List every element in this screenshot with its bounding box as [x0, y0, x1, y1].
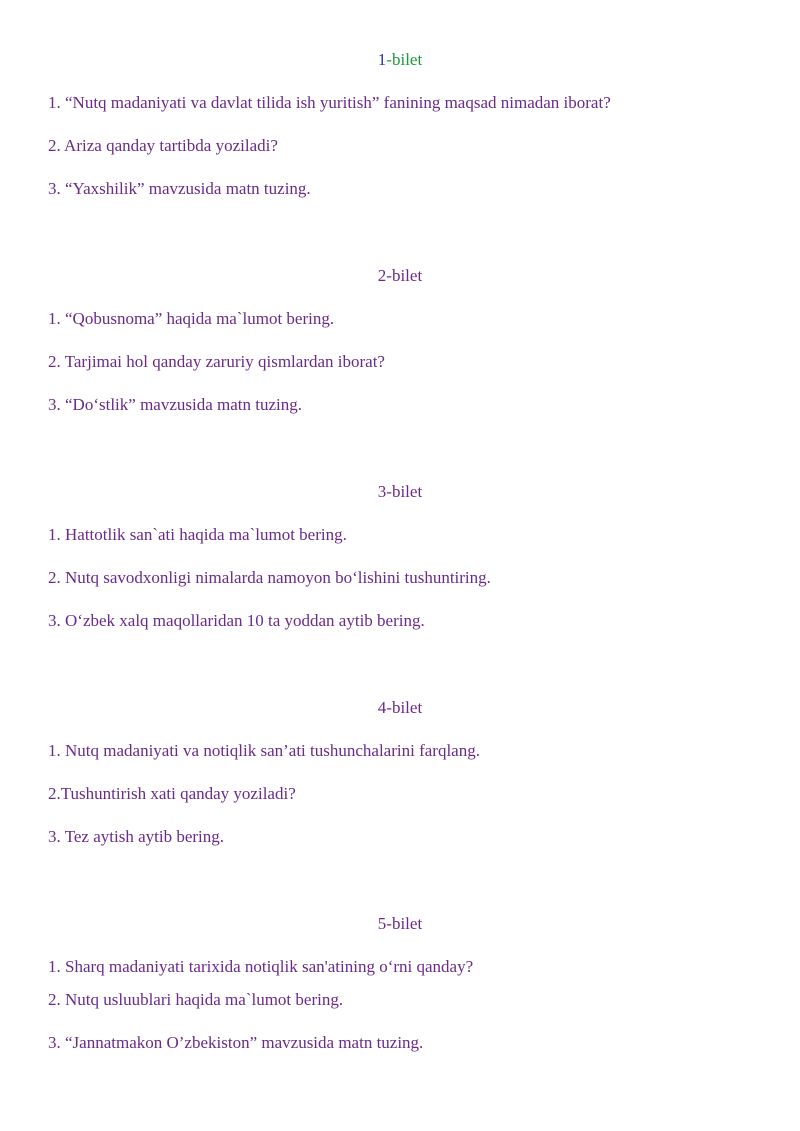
ticket-title: 5-bilet: [377, 914, 423, 933]
question-1: 1. Hattotlik san`ati haqida ma`lumot bering.: [48, 525, 347, 544]
question-2: 2. Ariza qanday tartibda yoziladi?: [48, 136, 278, 155]
ticket-dash: -: [386, 50, 392, 69]
question-3: 3. “Yaxshilik” mavzusida matn tuzing.: [48, 179, 311, 198]
question-2: 2. Nutq savodxonligi nimalarda namoyon bo‘lishini tushuntiring.: [48, 568, 491, 587]
question-1: 1. Nutq madaniyati va notiqlik san’ati tushunchalarini farqlang.: [48, 741, 480, 760]
ticket-title: 3-bilet: [377, 482, 423, 501]
question-1: 1. “Nutq madaniyati va davlat tilida ish yuritish” fanining maqsad nimadan iborat?: [48, 93, 611, 112]
ticket-title: 2-bilet: [377, 266, 423, 285]
ticket-title: 4-bilet: [377, 698, 423, 717]
ticket-number: 1: [377, 50, 387, 69]
question-2: 2.Tushuntirish xati qanday yoziladi?: [48, 784, 296, 803]
ticket-title: [0, 49, 800, 71]
question-1: 1. Sharq madaniyati tarixida notiqlik san'atining o‘rni qanday?: [48, 957, 474, 976]
ticket-word: bilet: [391, 50, 423, 69]
question-3: 3. O‘zbek xalq maqollaridan 10 ta yoddan aytib bering.: [48, 611, 425, 630]
question-2: 2. Nutq usluublari haqida ma`lumot bering.: [48, 990, 344, 1009]
question-2: 2. Tarjimai hol qanday zaruriy qismlardan iborat?: [48, 352, 385, 371]
question-1: 1. “Qobusnoma” haqida ma`lumot bering.: [48, 309, 335, 328]
question-3: 3. “Do‘stlik” mavzusida matn tuzing.: [48, 395, 302, 414]
question-3: 3. “Jannatmakon O’zbekiston” mavzusida matn tuzing.: [48, 1033, 424, 1052]
question-3: 3. Tez aytish aytib bering.: [48, 827, 225, 846]
